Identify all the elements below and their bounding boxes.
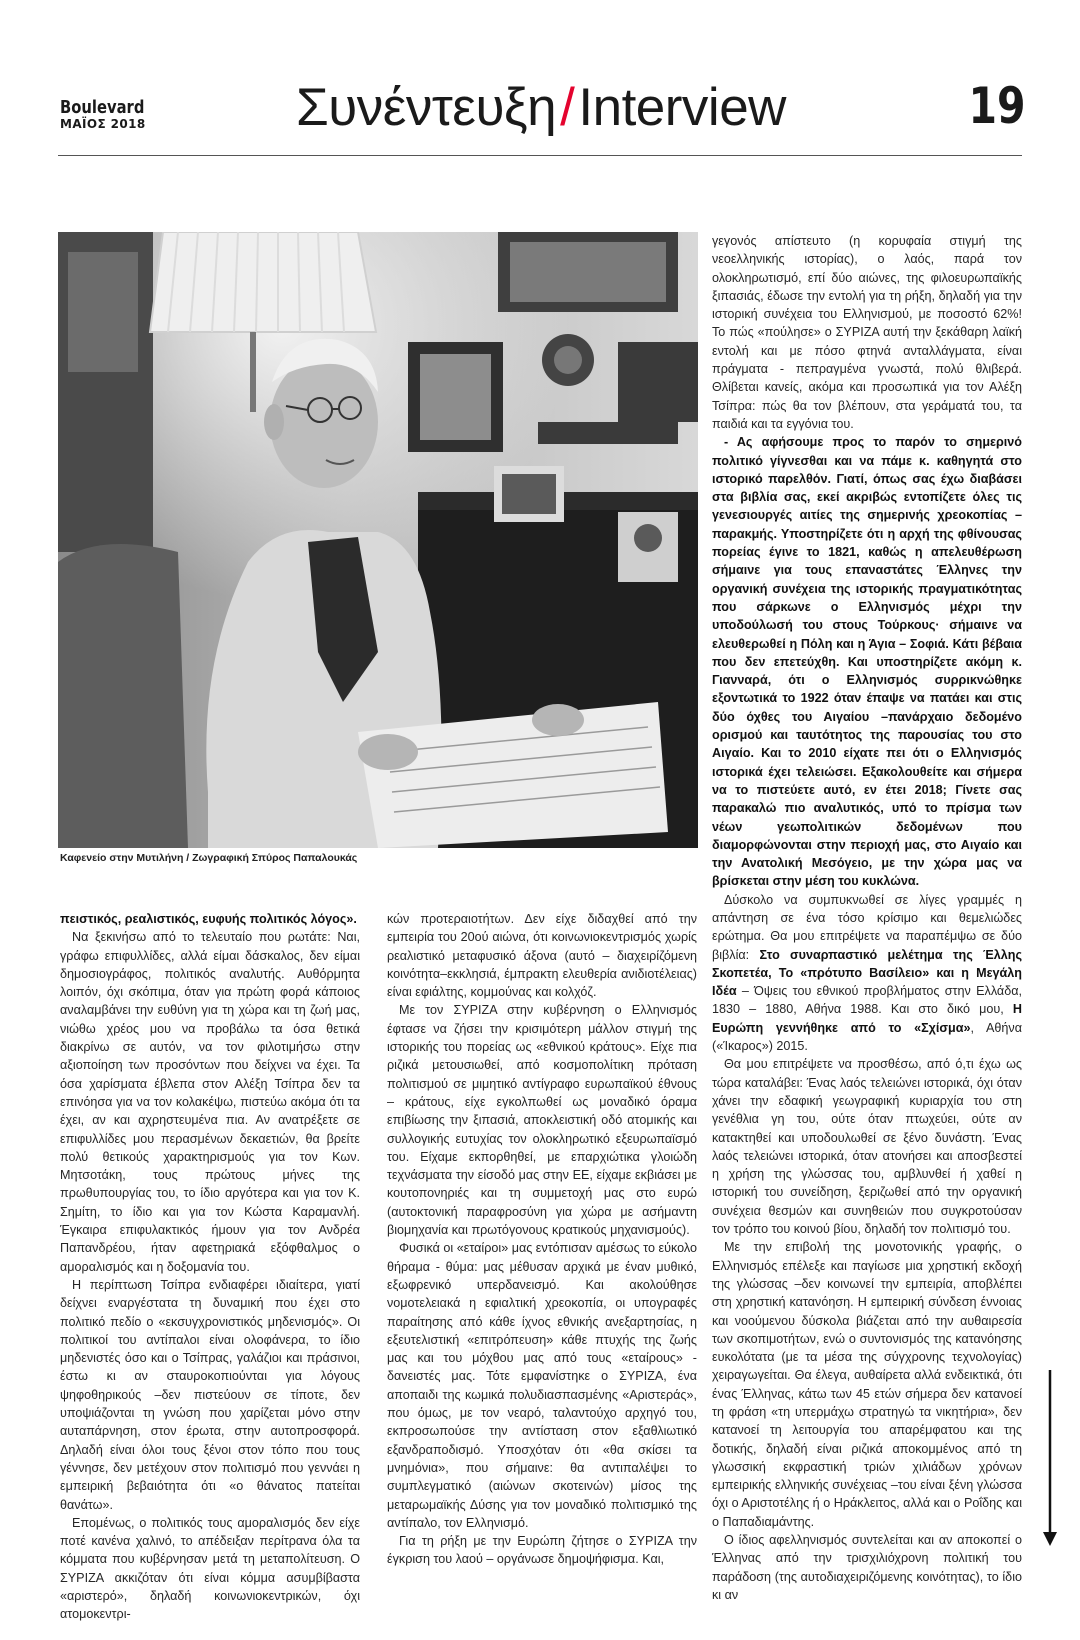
book-reference: Η Ευρώπη γεννήθηκε από το «Σχίσμα» bbox=[712, 1002, 1022, 1035]
section-title-greek: Συνέντευξη bbox=[296, 78, 557, 137]
paragraph: κών προτεραιοτήτων. Δεν είχε διδαχθεί από την εμπειρία του 20ού αιώνα, ότι κοινωνιοκεντρισμός χωρίς ρεαλιστικό μεταφυσικό άξονα (αυτό – διαχειρίζόμενη κοινότητα–εκκλησιά, έμπρακτη ελευθερία ανιδιοτέλειας) είναι εφιάλτης, κομμούνας και κολχόζ. bbox=[387, 912, 697, 1000]
book-reference: Στο συναρπαστικό μελέτημα της Έλλης Σκοπετέα, Το «πρότυπο Βασίλειο» και η Μεγάλη Ιδέα bbox=[712, 947, 1023, 999]
article-column-1 bbox=[60, 910, 360, 1622]
photo-caption: Καφενείο στην Μυτιλήνη / Ζωγραφική Σπύρος Παπαλουκάς bbox=[60, 852, 358, 864]
header-rule bbox=[58, 155, 1022, 156]
section-title-english: Interview bbox=[578, 78, 786, 137]
masthead bbox=[0, 0, 1080, 160]
paragraph: πειστικός, ρεαλιστικός, ευφυής πολιτικός λόγος». bbox=[60, 912, 357, 926]
paragraph: Επομένως, ο πολιτικός τους αμοραλισμός δεν είχε ποτέ κανένα χαλινό, το απέδειξαν περίτρανα όλα τα κόμματα που κυβέρνησαν μετά τη μεταπολίτευση. Ο ΣΥΡΙΖΑ ακκιζόταν ότι είναι κόμμα ασυμβίβαστα «αριστερό», δηλαδή κοινωνιοκεντρικών, όχι ατομοκεντρι- bbox=[60, 1515, 360, 1622]
issue-date: ΜΑΪΟΣ 2018 bbox=[60, 117, 146, 131]
interview-question: - Ας αφήσουμε προς το παρόν το σημερινό πολιτικό γίγνεσθαι και να πάμε κ. καθηγητά στο ιστορικό παρελθόν. Γιατί, όπως σας έχω διαβάσει στα βιβλία σας, εκεί ακριβώς εντοπίζετε όλες τις γενεσιουργές αιτίες της σημερινής χρεοκοπίας – παρακμής. Υποστηρίζετε ότι η αρχή της φθίνουσας πορείας έγινε το 1821, καθώς η απελευθέρωση σήμαινε για τους επαναστάτες Έλληνες την οργανική συνέχεια της ιστορικής πραγματικότητας που σάρκωνε ο Ελληνισμός μέχρι την υποδούλωσή του στους Τούρκους· σήμαινε να ελευθερωθεί η Πόλη και η Άγια – Σοφιά. Κάτι βέβαια που δεν επετεύχθη. Και υποστηρίζετε ακόμη κ. Γιανναρά, ότι ο Ελληνισμός συρρικνώθηκε εξοντωτικά το 1922 όταν έπαψε να πατάει και στις δύο όχθες του Αιγαίου –πανάρχαιο δεδομένο ορισμού και ταυτότητος της παρουσίας του στο Αιγαίο. Και το 2010 είχατε πει ότι ο Ελληνισμός ιστορικά έχει τελειώσει. Εξακολουθείτε και σήμερα να το πιστεύετε αυτό, εν έτει 2018; Γίνετε σας παρακαλώ πιο αναλυτικός, υπό το πρίσμα των νέων γεωπολιτικών δεδομένων που διαμορφώνονται στην περιοχή μας, στο Αιγαίο και την Ανατολική Μεσόγειο, με την χώρα μας να βρίσκεται στην μέση του κυκλώνα. bbox=[712, 435, 1022, 889]
portrait-photo-illustration bbox=[58, 232, 698, 848]
portrait-photo bbox=[58, 232, 698, 848]
paragraph bbox=[712, 891, 1022, 1056]
paragraph: Η περίπτωση Τσίπρα ενδιαφέρει ιδιαίτερα, γιατί δείχνει εναργέστατα τη δυναμική που έχει στο πολιτικό πεδίο ο «εκσυγχρονιστικός μηδενισμός». Οι πολιτικοί του αντίπαλοι είναι ολοφάνερα, το ίδιο μηδενιστές όσο και ο Τσίπρας, γαλάζιοι και πράσινοι, έστω κι αν σταυροκοπιούνται για λόγους ψηφοθηρικούς –δεν πιστεύουν σε τίποτε, δεν υποψιάζονται τη γνώση που χαρίζεται μόνο στην αυταπάρνηση, στον έρωτα, στην αυτοπροσφορά. Δηλαδή είναι όλοι τους ξένοι στον τόπο που τους γέννησε, δεν μετέχουν στον πολιτισμό που γεννάει η εμπειρική βεβαιότητα ότι «ο θάνατος πατείται θανάτω». bbox=[60, 1277, 360, 1512]
continue-down-arrow-icon bbox=[1040, 1370, 1060, 1550]
paragraph: Θα μου επιτρέψετε να προσθέσω, από ό,τι έχω ως τώρα καταλάβει: Ένας λαός τελειώνει ιστορικά, όχι όταν χάνει την εδαφική γεωγραφική κυριαρχία του στη γενέθλια γη του, ούτε όταν πτωχεύει, ούτε αν κατακτηθεί και υποδουλωθεί σε ξένο δυνάστη. Ένας λαός τελειώνει ιστορικά, όταν ατονήσει και αποσβεστεί η χρήση της γλώσσας του, αμβλυνθεί ή χαθεί η ιστορική του συνείδηση, ξεριζωθεί από την οργανική συνέχεια θεσμών και συνηθειών που συγκροτούσαν τον τρόπο του κοινού βίου, δηλαδή τον πολιτισμό του. bbox=[712, 1057, 1022, 1237]
paragraph: Με την επιβολή της μονοτονικής γραφής, ο Ελληνισμός επέλεξε και παγίωσε μια χρηστική εκδοχή της γλώσσας –δεν κοινωνεί την εμπειρία, αποβλέπει στη χρηστική κατανόηση. Η εμπειρική σύνδεση έννοιας και νοούμενου δύσκολα βιάζεται από την αυθαιρεσία των σκοπιμοτήτων, ενώ ο συντονισμός της κατανόησης ευκολότατα (με τα μέσα της σύγχρονης τεχνολογίας) χειραγωγείται. Θα έλεγα, αυθαίρετα αλλά ενδεικτικά, ότι ένας Έλληνας, κάτω των 45 ετών σήμερα δεν κατανοεί τη φράση «τη υπερμάχω στρατηγώ τα νικητήρια», δεν κατανοεί τη λειτουργία του απαρέμφατου και της δοτικής, δηλαδή είναι ριζικά αποκομμένος από τη γλωσσική εκφραστική τριών χιλιάδων χρόνων εμπειρικής ελληνικής συνέχειας –του είναι ξένη γλώσσα όχι ο Αριστοτέλης ή ο Ηράκλειτος, αλλά και ο Ροΐδης και ο Παπαδιαμάντης. bbox=[712, 1240, 1022, 1529]
paragraph-text: , Αθήνα («Ίκαρος») 2015. bbox=[712, 1020, 1022, 1054]
paragraph: γεγονός απίστευτο (η κορυφαία στιγμή της νεοελληνικής ιστορίας), ο λαός, παρά τον ολοκληρωτισμό, επί δύο αιώνες, της φιλοευρωπαϊκής ξιπασιάς, έδωσε την εντολή για τη ρήξη, δηλαδή για την ιστορική συνέχεια του Ελληνισμού, με ποσοστό 62%! Το πώς «πούλησε» ο ΣΥΡΙΖΑ αυτή την ξεκάθαρη λαϊκή εντολή και με πόσο φτηνά ανταλλάγματα, είναι πράγματα - πεπραγμένα γνωστά, πολύ θλιβερά. Θλίβεται κανείς, ακόμα και προσωπικά για τον Αλέξη Τσίπρα: πώς θα τον βλέπουν, στα γεράματά του, τα παιδιά και τα εγγόνια του. bbox=[712, 234, 1022, 431]
article-column-3 bbox=[712, 232, 1023, 1602]
paragraph: Να ξεκινήσω από το τελευταίο που ρωτάτε: Ναι, γράφω επιφυλλίδες, αλλά είμαι δάσκαλος, δεν είμαι δημοσιογράφος, πολιτικός αναλυτής. Αυθόρμητα λοιπόν, όχι σκόπιμα, όταν για πρώτη φορά κάποιος αναλαμβάνει την ευθύνη για τη χώρα και τη ζωή μας, νιώθω χρέος μου να προβάλω τα όσα θετικά διακρίνω σε αυτόν, να τον φιλοτιμήσω στην αξιοποίηση των προσόντων που δείχνει να έχει. Τα όσα χαρίσματα έβλεπα στον Αλέξη Τσίπρα δεν τα επινόησα για να τον κολακέψω, πιστεύω ακόμα ότι τα έχει, αν και αχρηστευμένα πια. Αν ανατρέξετε σε επιφυλλίδες μου περασμένων δεκαετιών, θα βρείτε πολύ θετικούς χαρακτηρισμούς για τον Κων. Μητσοτάκη, τους πρώτους μήνες της πρωθυπουργίας του, το ίδιο αργότερα και για τον Κ. Σημίτη, το ίδιο και για τον Κώστα Καραμανλή. Έγκαιρα επιφυλακτικός ήμουν για τον Ανδρέα Παπανδρέου, ήταν αφετηριακά εξόφθαλμος ο αμοραλισμός και η δοξομανία του. bbox=[60, 930, 360, 1274]
paragraph: Φυσικά οι «εταίροι» μας εντόπισαν αμέσως το εύκολο θήραμα - θύμα: μας μέθυσαν αρχικά με έναν μυθικό, εξωφρενικό υπερδανεισμό. Και ακολούθησε νομοτελειακά η εφιαλτική χρεοκοπία, οι υπογραφές παραίτησης από κάθε ίχνος εθνικής ανεξαρτησίας, η εξευτελιστική «επιτρόπευση» κάθε πτυχής της ζωής μας και του μόχθου μας από τους «εταίρους» - δανειστές μας. Τότε εμφανίστηκε ο ΣΥΡΙΖΑ, ένα αποπαιδι της κωμικά πολυδιασπασμένης «Αριστεράς», που όμως, με τον νεαρό, ταλαντούχο αρχηγό του, εκπροσωπούσε την αντίσταση στον εξαθλιωτικό εξανδραποδισμό. Υποσχόταν ότι «θα σκίσει τα μνημόνια», που σήμαινε: θα αντιπαλέψει το συμπλεγματικό (αιώνων σκοτεινών) μίσος της μεταρωμαϊκής Δύσης για τον μοναδικό πολιτισμικό της αντίπαλο, τον Ελληνισμό. bbox=[387, 1241, 697, 1530]
section-title bbox=[296, 78, 856, 138]
newspaper-brand: Boulevard bbox=[60, 97, 145, 118]
paragraph-text: Δύσκολο να συμπυκνωθεί σε λίγες γραμμές η απάντηση σε ένα τόσο κρίσιμο και θεμελιώδες ερώτημα. Θα μου επιτρέψετε να παραπέμψω σε δύο βιβλία: bbox=[712, 892, 1022, 962]
paragraph: Ο ίδιος αφελληνισμός συντελείται και αν αποκοπεί ο Έλληνας από την τρισχιλιόχρονη πολιτική του παράδοση (της αυτοδιαχειριζόμενης κοινότητας), το ίδιο κι αν bbox=[712, 1533, 1022, 1602]
article-column-2 bbox=[387, 910, 697, 1567]
section-title-separator: / bbox=[560, 78, 575, 137]
paragraph: Για τη ρήξη με την Ευρώπη ζήτησε ο ΣΥΡΙΖΑ την έγκριση του λαού – οργάνωσε δημοψήφισμα. Και, bbox=[387, 1534, 697, 1567]
paragraph-text: – Όψεις του εθνικού προβλήματος στην Ελλάδα, 1830 – 1880, Αθήνα 1988. Και στο δικό μου, bbox=[712, 984, 1022, 1017]
page-number: 19 bbox=[968, 77, 1026, 135]
paragraph: Με τον ΣΥΡΙΖΑ στην κυβέρνηση ο Ελληνισμός έφτασε να ζήσει την κρισιμότερη μάλλον στιγμή της ιστορικής του πορείας ως «εθνικού κράτους». Είχε πια ριζικά μετουσιωθεί, από κοσμοπολίτικη πρόταση πολιτισμού σε μιμητικό αντίγραφο ευρωπαϊκού έθνους – κράτους, είχε εγκολπωθεί ως μοναδικό όραμα επιβίωσης την ξιπασιά, αποκλειστική οδό ατομικής και συλλογικής ευτυχίας τον ολοκληρωτικό εξευρωπαϊσμό του. Είχαμε εκπορθηθεί, με επαρχιώτικα γλοιώδη τεχνάσματα την είσοδό μας στην ΕΕ, είχαμε εκβιάσει με κουτοπονηριές και τη συμμετοχή μας στο ευρώ (αυτοκτονική παραφροσύνη για χώρα με ασήμαντη βιομηχανία και πρωτόγονους κρατικούς μηχανισμούς). bbox=[387, 1003, 697, 1238]
